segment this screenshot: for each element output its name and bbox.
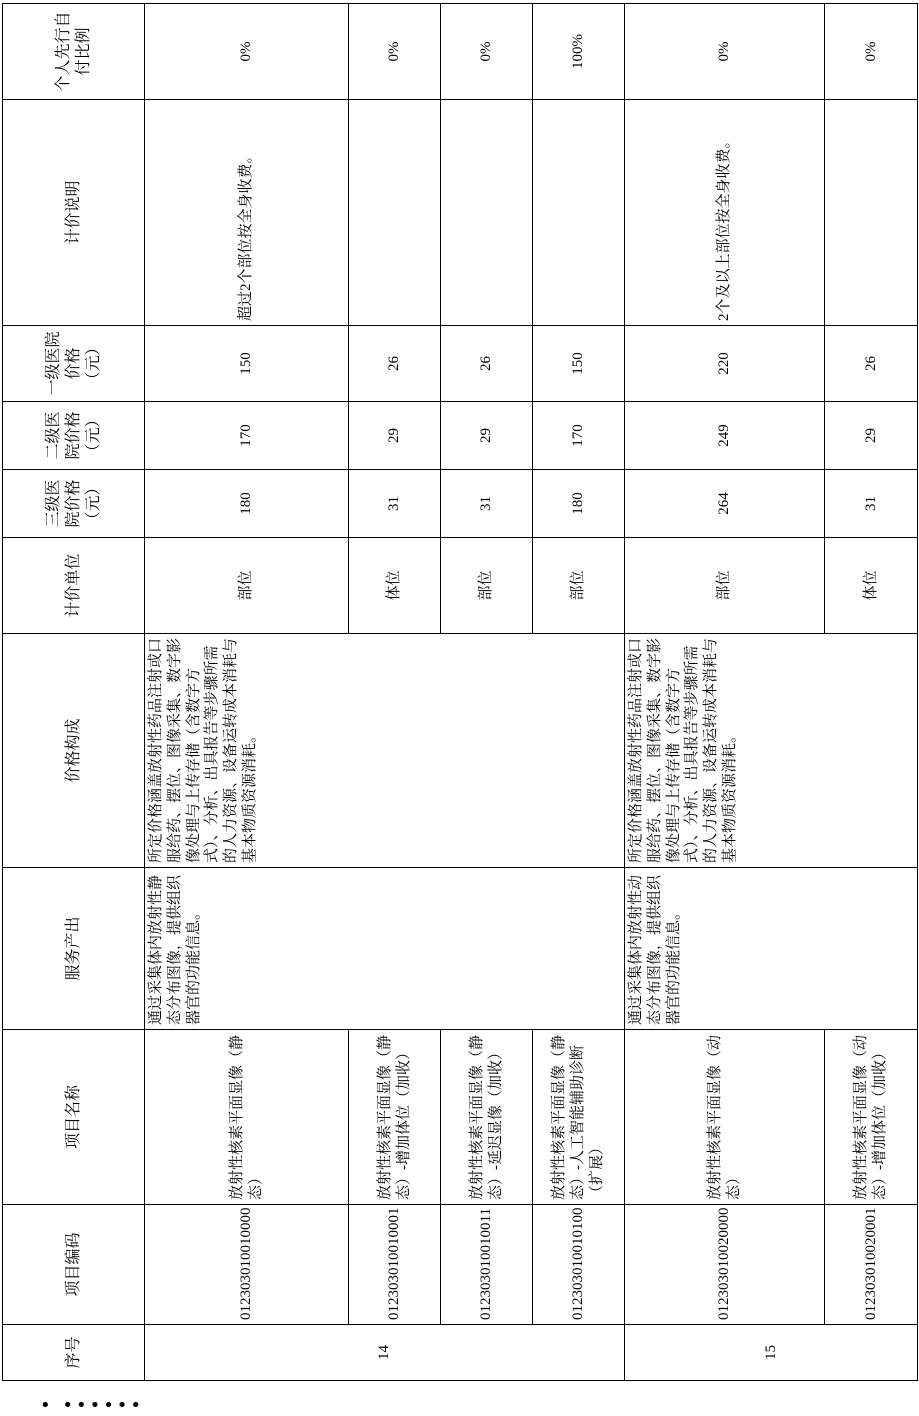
header-unit: 计价单位 — [3, 538, 145, 634]
seq-cell: 14 — [145, 1325, 625, 1381]
unit-cell: 部位 — [625, 538, 825, 634]
price2-cell: 29 — [825, 402, 918, 470]
price2-cell: 29 — [349, 402, 441, 470]
name-cell: 放射性核素平面显像（静态）-延迟显像（加收） — [441, 1030, 533, 1205]
ratio-cell: 0% — [441, 4, 533, 100]
note-cell — [825, 100, 918, 326]
header-price1: 一级医院价格（元） — [3, 326, 145, 402]
header-code: 项目编码 — [3, 1205, 145, 1325]
table-row — [625, 4, 825, 1381]
price1-cell: 220 — [625, 326, 825, 402]
price3-cell: 31 — [349, 470, 441, 538]
code-cell: 012303010010000 — [145, 1205, 349, 1325]
price3-cell: 31 — [825, 470, 918, 538]
header-service: 服务产出 — [3, 868, 145, 1030]
price2-cell: 170 — [145, 402, 349, 470]
price1-cell: 150 — [533, 326, 625, 402]
service-cell: 通过采集体内放射性静态分布图像，提供组织器官的功能信息。 — [145, 868, 625, 1030]
name-cell: 放射性核素平面显像（静态）-人工智能辅助诊断（扩展） — [533, 1030, 625, 1205]
price3-cell: 180 — [145, 470, 349, 538]
continuation-dots: • •••••• — [40, 1395, 145, 1416]
price3-cell: 180 — [533, 470, 625, 538]
seq-cell: 15 — [625, 1325, 918, 1381]
name-cell: 放射性核素平面显像（静态）-增加体位（加收） — [349, 1030, 441, 1205]
note-cell: 超过2个部位按全身收费。 — [145, 100, 349, 326]
ratio-cell: 0% — [349, 4, 441, 100]
code-cell: 012303010020000 — [625, 1205, 825, 1325]
note-cell — [441, 100, 533, 326]
note-cell — [533, 100, 625, 326]
name-cell: 放射性核素平面显像（动态） — [625, 1030, 825, 1205]
price1-cell: 150 — [145, 326, 349, 402]
header-composition: 价格构成 — [3, 634, 145, 868]
unit-cell: 部位 — [533, 538, 625, 634]
header-note: 计价说明 — [3, 100, 145, 326]
header-price3: 三级医院价格（元） — [3, 470, 145, 538]
header-seq: 序号 — [3, 1325, 145, 1381]
note-cell — [349, 100, 441, 326]
unit-cell: 体位 — [825, 538, 918, 634]
price-table — [2, 3, 918, 1381]
service-cell: 通过采集体内放射性动态分布图像，提供组织器官的功能信息。 — [625, 868, 918, 1030]
code-cell: 012303010010011 — [441, 1205, 533, 1325]
price2-cell: 170 — [533, 402, 625, 470]
unit-cell: 部位 — [441, 538, 533, 634]
price1-cell: 26 — [441, 326, 533, 402]
note-cell: 2个及以上部位按全身收费。 — [625, 100, 825, 326]
rotated-table-frame — [2, 4, 917, 1381]
ratio-cell: 100% — [533, 4, 625, 100]
code-cell: 012303010010100 — [533, 1205, 625, 1325]
header-name: 项目名称 — [3, 1030, 145, 1205]
header-price2: 二级医院价格（元） — [3, 402, 145, 470]
price2-cell: 29 — [441, 402, 533, 470]
name-cell: 放射性核素平面显像（静态） — [145, 1030, 349, 1205]
price1-cell: 26 — [349, 326, 441, 402]
composition-cell: 所定价格涵盖放射性药品注射或口服给药、摆位、图像采集、数字影像处理与上传存储（含数字方式）、分析、出具报告等步骤所需的人力资源、设备运转成本消耗与基本物质资源消耗。 — [625, 634, 918, 868]
unit-cell: 部位 — [145, 538, 349, 634]
header-ratio: 个人先行自付比例 — [3, 4, 145, 100]
composition-cell: 所定价格涵盖放射性药品注射或口服给药、摆位、图像采集、数字影像处理与上传存储（含数字方式）、分析、出具报告等步骤所需的人力资源、设备运转成本消耗与基本物质资源消耗。 — [145, 634, 625, 868]
header-row — [3, 4, 145, 1381]
table-row — [145, 4, 349, 1381]
code-cell: 012303010020001 — [825, 1205, 918, 1325]
price3-cell: 31 — [441, 470, 533, 538]
ratio-cell: 0% — [825, 4, 918, 100]
code-cell: 012303010010001 — [349, 1205, 441, 1325]
name-cell: 放射性核素平面显像（动态）-增加体位（加收） — [825, 1030, 918, 1205]
ratio-cell: 0% — [625, 4, 825, 100]
price3-cell: 264 — [625, 470, 825, 538]
ratio-cell: 0% — [145, 4, 349, 100]
price1-cell: 26 — [825, 326, 918, 402]
unit-cell: 体位 — [349, 538, 441, 634]
price2-cell: 249 — [625, 402, 825, 470]
